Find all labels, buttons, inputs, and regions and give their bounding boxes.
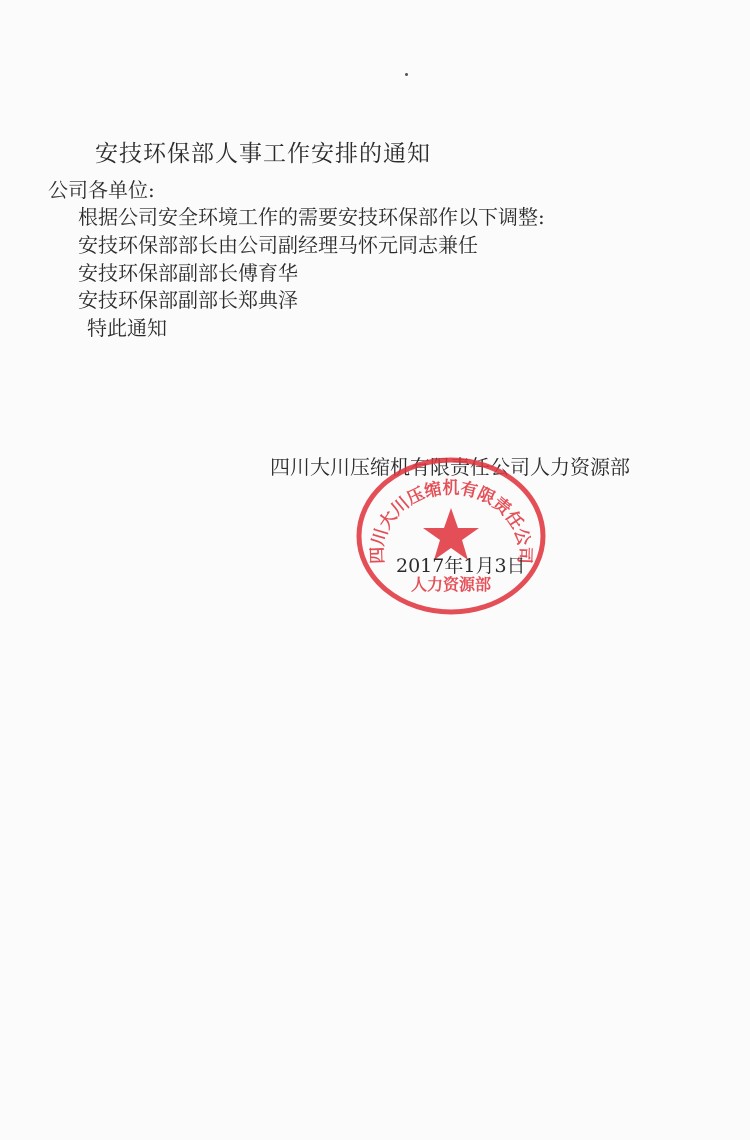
document-title: 安技环保部人事工作安排的通知 <box>95 141 431 167</box>
body-line-1: 根据公司安全环境工作的需要安技环保部作以下调整: <box>78 205 545 229</box>
body-line-4: 安技环保部副部长郑典泽 <box>78 288 298 312</box>
body-line-3: 安技环保部副部长傅育华 <box>78 261 298 285</box>
closing-line: 特此通知 <box>87 316 167 340</box>
star-icon <box>423 508 479 560</box>
date-line: 2017年1月3日 <box>396 555 526 577</box>
signature-organization: 四川大川压缩机有限责任公司人力资源部 <box>270 455 630 479</box>
seal-inner-text: 人力资源部 <box>410 575 492 594</box>
body-line-2: 安技环保部部长由公司副经理马怀元同志兼任 <box>78 233 478 257</box>
salutation: 公司各单位: <box>48 178 155 202</box>
official-seal <box>355 456 547 616</box>
seal-outer-text: 四川大川压缩机有限责任公司 <box>367 478 535 565</box>
scan-speck <box>405 73 408 76</box>
